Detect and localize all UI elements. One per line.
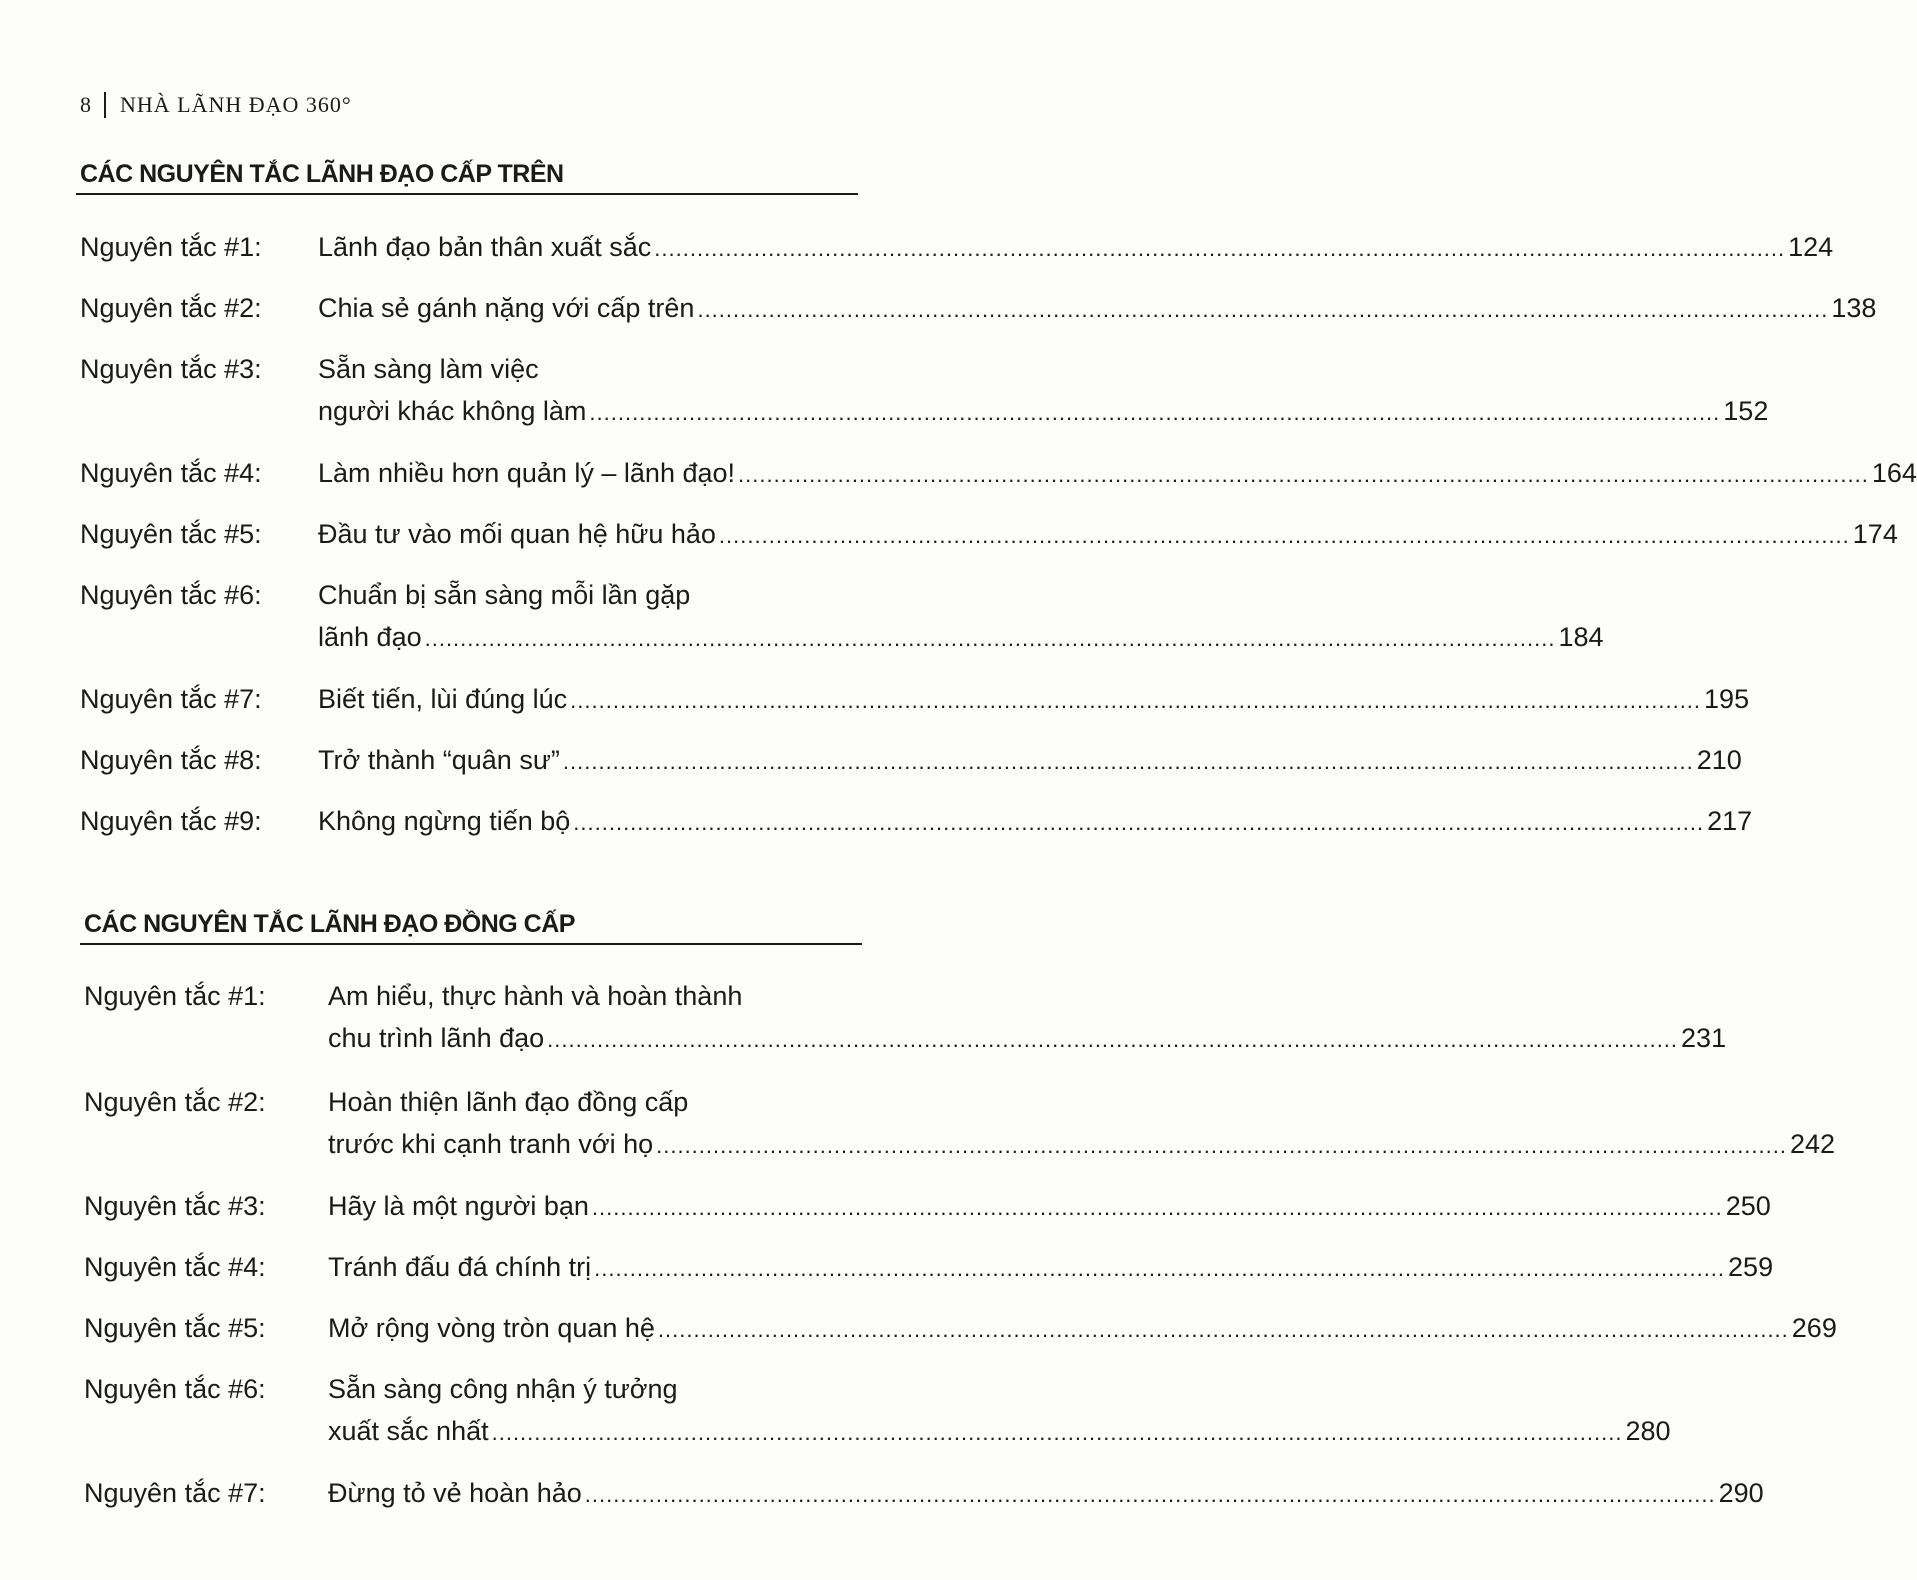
principle-title: người khác không làm bbox=[318, 396, 587, 426]
principle-number: Nguyên tắc #3: bbox=[84, 1191, 266, 1221]
principle-title: trước khi cạnh tranh với họ bbox=[328, 1129, 654, 1159]
dot-leader bbox=[492, 1412, 1623, 1454]
principle-number: Nguyên tắc #2: bbox=[80, 293, 262, 323]
principle-title: Trở thành “quân sư” bbox=[318, 745, 560, 775]
toc-entry bbox=[80, 1081, 1836, 1167]
toc-entry bbox=[80, 1472, 1764, 1516]
page-number-ref: 280 bbox=[1625, 1416, 1671, 1446]
section-title: CÁC NGUYÊN TẮC LÃNH ĐẠO ĐỒNG CẤP bbox=[80, 910, 862, 945]
entry-body bbox=[318, 348, 1768, 434]
principle-title: Đừng tỏ vẻ hoàn hảo bbox=[328, 1478, 582, 1508]
principle-title: Đầu tư vào mối quan hệ hữu hảo bbox=[318, 519, 716, 549]
page-number-ref: 184 bbox=[1558, 622, 1604, 652]
principle-title: Sẵn sàng làm việc bbox=[318, 354, 539, 384]
entry-line bbox=[328, 1410, 1671, 1454]
dot-leader bbox=[697, 289, 1828, 331]
principle-title: Làm nhiều hơn quản lý – lãnh đạo! bbox=[318, 458, 736, 488]
dot-leader bbox=[654, 228, 1785, 270]
dot-leader bbox=[573, 802, 1704, 844]
principle-number: Nguyên tắc #5: bbox=[84, 1313, 266, 1343]
principle-title: Hoàn thiện lãnh đạo đồng cấp bbox=[328, 1087, 689, 1117]
entry-line bbox=[318, 513, 1898, 557]
principle-title: Mở rộng vòng tròn quan hệ bbox=[328, 1313, 655, 1343]
entry-line bbox=[318, 616, 1604, 660]
page-number-ref: 152 bbox=[1723, 396, 1769, 426]
entry-body bbox=[328, 1472, 1764, 1516]
header-separator bbox=[104, 92, 106, 118]
entry-body bbox=[328, 1368, 1671, 1454]
principle-number: Nguyên tắc #5: bbox=[80, 519, 262, 549]
toc-entry bbox=[80, 1246, 1774, 1290]
entry-line bbox=[328, 975, 1726, 1017]
toc-entry bbox=[80, 1185, 1771, 1229]
dot-leader bbox=[656, 1125, 1787, 1167]
toc-entry bbox=[76, 452, 1917, 496]
entry-body bbox=[328, 1081, 1835, 1167]
principle-number: Nguyên tắc #6: bbox=[84, 1374, 266, 1404]
dot-leader bbox=[594, 1248, 1725, 1290]
principle-number: Nguyên tắc #1: bbox=[84, 981, 266, 1011]
entry-line bbox=[318, 390, 1768, 434]
entry-line bbox=[318, 452, 1917, 496]
principle-number: Nguyên tắc #7: bbox=[84, 1478, 266, 1508]
dot-leader bbox=[585, 1474, 1716, 1516]
entry-body bbox=[318, 678, 1749, 722]
dot-leader bbox=[425, 618, 1556, 660]
entry-line bbox=[328, 1246, 1773, 1290]
principle-title: Sẵn sàng công nhận ý tưởng bbox=[328, 1374, 678, 1404]
toc-entry bbox=[76, 348, 1769, 434]
principle-number: Nguyên tắc #9: bbox=[80, 806, 262, 836]
principle-number: Nguyên tắc #4: bbox=[80, 458, 262, 488]
principle-title: Chia sẻ gánh nặng với cấp trên bbox=[318, 293, 695, 323]
toc-entry bbox=[76, 678, 1750, 722]
principle-number: Nguyên tắc #2: bbox=[84, 1087, 266, 1117]
principle-title: Hãy là một người bạn bbox=[328, 1191, 589, 1221]
principle-number: Nguyên tắc #3: bbox=[80, 354, 262, 384]
toc-entry bbox=[80, 975, 1727, 1061]
entry-line bbox=[328, 1472, 1764, 1516]
section-title: CÁC NGUYÊN TẮC LÃNH ĐẠO CẤP TRÊN bbox=[76, 160, 858, 195]
entry-body bbox=[328, 975, 1726, 1061]
dot-leader bbox=[563, 741, 1694, 783]
principle-title: lãnh đạo bbox=[318, 622, 422, 652]
dot-leader bbox=[547, 1019, 1678, 1061]
toc-entry bbox=[76, 574, 1604, 660]
principle-number: Nguyên tắc #4: bbox=[84, 1252, 266, 1282]
principle-number: Nguyên tắc #8: bbox=[80, 745, 262, 775]
dot-leader bbox=[738, 454, 1869, 496]
principle-title: Không ngừng tiến bộ bbox=[318, 806, 571, 836]
entry-body bbox=[318, 513, 1898, 557]
page-number-ref: 138 bbox=[1831, 293, 1877, 323]
principle-title: chu trình lãnh đạo bbox=[328, 1023, 545, 1053]
dot-leader bbox=[589, 392, 1720, 434]
entry-body bbox=[318, 287, 1876, 331]
toc-entry bbox=[80, 1368, 1671, 1454]
page-number-ref: 217 bbox=[1707, 806, 1753, 836]
principle-title: Lãnh đạo bản thân xuất sắc bbox=[318, 232, 652, 262]
page-number-ref: 164 bbox=[1871, 458, 1917, 488]
entry-line bbox=[318, 287, 1876, 331]
page-number-ref: 250 bbox=[1725, 1191, 1771, 1221]
entry-body bbox=[318, 800, 1752, 844]
entry-line bbox=[318, 739, 1742, 783]
entry-body bbox=[328, 1307, 1837, 1351]
section-superior-principles bbox=[76, 160, 1917, 836]
principle-title: Biết tiến, lùi đúng lúc bbox=[318, 684, 568, 714]
page-number-ref: 210 bbox=[1696, 745, 1742, 775]
principle-number: Nguyên tắc #7: bbox=[80, 684, 262, 714]
page-number-ref: 290 bbox=[1718, 1478, 1764, 1508]
dot-leader bbox=[570, 680, 1701, 722]
page-number-ref: 124 bbox=[1788, 232, 1834, 262]
entry-line bbox=[328, 1081, 1835, 1123]
page-number: 8 bbox=[80, 92, 92, 117]
entry-line bbox=[328, 1185, 1771, 1229]
page-number-ref: 231 bbox=[1681, 1023, 1727, 1053]
toc-entry bbox=[76, 800, 1753, 844]
running-head bbox=[80, 92, 352, 118]
entry-line bbox=[318, 800, 1752, 844]
entry-line bbox=[328, 1368, 1671, 1410]
dot-leader bbox=[719, 515, 1850, 557]
entry-line bbox=[328, 1307, 1837, 1351]
entry-line bbox=[328, 1123, 1835, 1167]
principle-title: xuất sắc nhất bbox=[328, 1416, 489, 1446]
principle-title: Am hiểu, thực hành và hoàn thành bbox=[328, 981, 743, 1011]
toc-entry bbox=[76, 226, 1834, 270]
entry-body bbox=[328, 1185, 1771, 1229]
entry-body bbox=[328, 1246, 1773, 1290]
principle-title: Tránh đấu đá chính trị bbox=[328, 1252, 592, 1282]
entry-line bbox=[318, 348, 1768, 390]
page-number-ref: 242 bbox=[1789, 1129, 1836, 1159]
book-title: NHÀ LÃNH ĐẠO 360° bbox=[120, 92, 352, 117]
entry-line bbox=[318, 678, 1749, 722]
entry-line bbox=[318, 574, 1604, 616]
dot-leader bbox=[658, 1309, 1789, 1351]
principle-number: Nguyên tắc #6: bbox=[80, 580, 262, 610]
entry-body bbox=[318, 739, 1742, 783]
principle-number: Nguyên tắc #1: bbox=[80, 232, 262, 262]
entry-line bbox=[318, 226, 1833, 270]
dot-leader bbox=[592, 1187, 1723, 1229]
entry-line bbox=[328, 1017, 1726, 1061]
page-number-ref: 195 bbox=[1704, 684, 1750, 714]
section-peer-principles bbox=[80, 910, 1837, 1508]
toc-entry bbox=[76, 739, 1742, 783]
toc-entry bbox=[76, 287, 1877, 331]
entry-body bbox=[318, 226, 1833, 270]
principle-title: Chuẩn bị sẵn sàng mỗi lần gặp bbox=[318, 580, 691, 610]
page-number-ref: 269 bbox=[1791, 1313, 1837, 1343]
toc-entry bbox=[80, 1307, 1837, 1351]
page-number-ref: 259 bbox=[1728, 1252, 1774, 1282]
entry-body bbox=[318, 574, 1604, 660]
entry-body bbox=[318, 452, 1917, 496]
toc-entry bbox=[76, 513, 1898, 557]
page-number-ref: 174 bbox=[1852, 519, 1898, 549]
